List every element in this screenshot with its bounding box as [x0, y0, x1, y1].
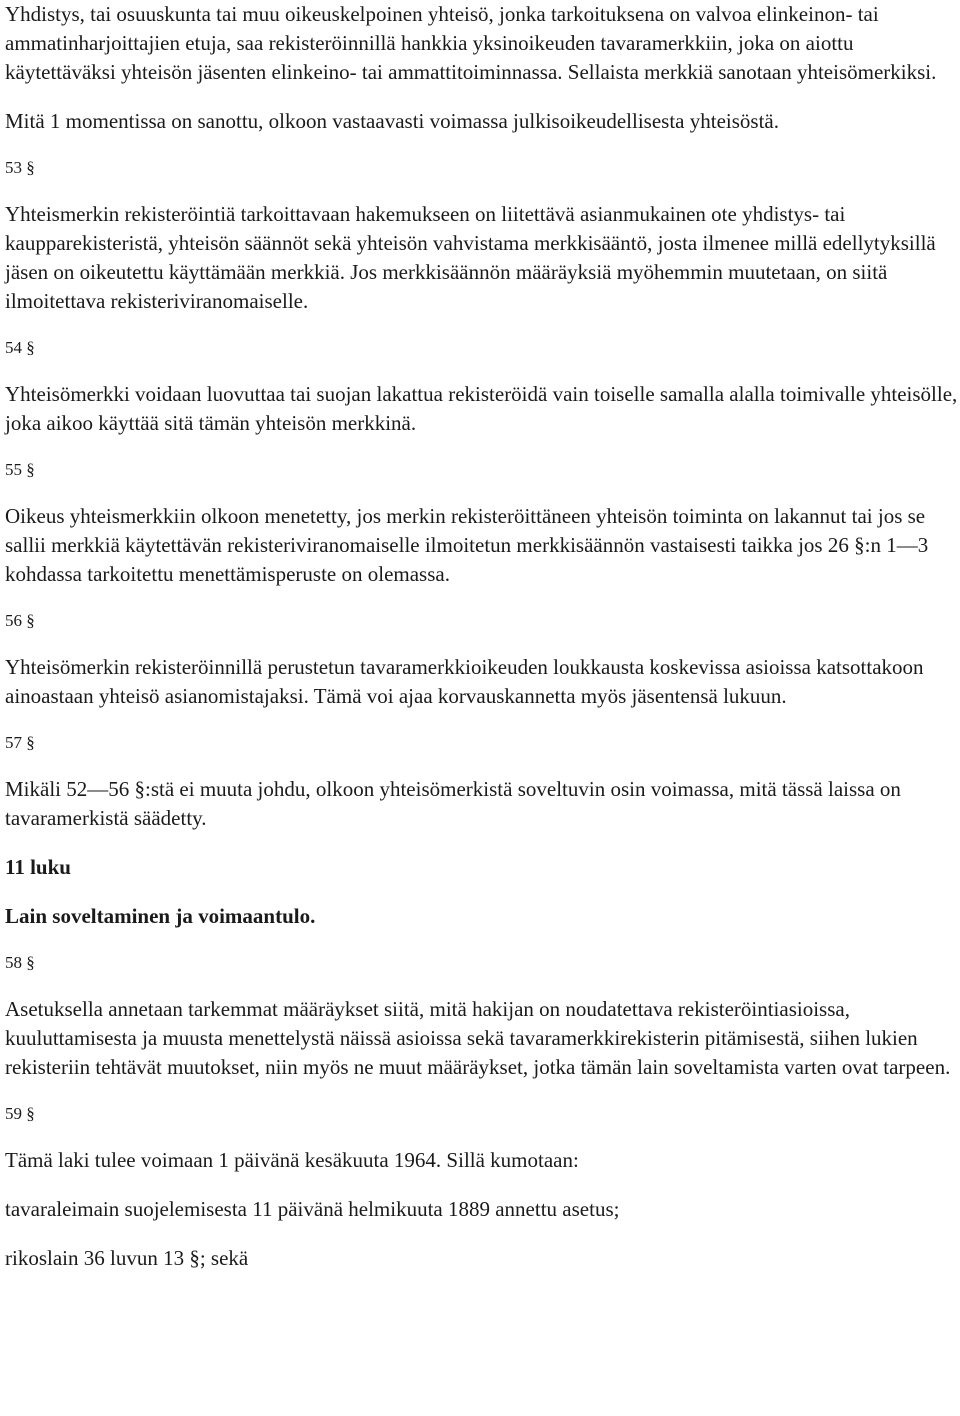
section-text-56: Yhteisömerkin rekisteröinnillä perustetun tavaramerkkioikeuden loukkausta koskevissa asioissa katsottakoon ainoastaan yhteisö asianomistajaksi. Tämä voi ajaa korvauskannetta myös jäsentensä lukuun. [5, 655, 924, 708]
repealed-item-1: tavaraleimain suojelemisesta 11 päivänä helmikuuta 1889 annettu asetus; [5, 1197, 620, 1221]
intro-paragraph-1: Yhdistys, tai osuuskunta tai muu oikeuskelpoinen yhteisö, jonka tarkoituksena on valvoa elinkeinon- tai ammatinharjoittajien etuja, saa rekisteröinnillä hankkia yksinoikeuden tavaramerkkiin, joka on aiottu käytettäväksi yhteisön jäsenten elinkeino- tai ammattitoiminnassa. Sellaista merkkiä sanotaan yhteisömerkiksi. [5, 2, 937, 84]
section-number-58: 58 § [5, 953, 35, 972]
section-text-54: Yhteisömerkki voidaan luovuttaa tai suojan lakattua rekisteröidä vain toiselle samalla alalla toimivalle yhteisölle, joka aikoo käyttää sitä tämän yhteisön merkkinä. [5, 382, 958, 435]
section-text-57: Mikäli 52—56 §:stä ei muuta johdu, olkoon yhteisömerkistä soveltuvin osin voimassa, mitä tässä laissa on tavaramerkistä säädetty. [5, 777, 901, 830]
section-text-53: Yhteismerkin rekisteröintiä tarkoittavaan hakemukseen on liitettävä asianmukainen ote yhdistys- tai kaupparekisteristä, yhteisön säännöt sekä yhteisön vahvistama merkkisääntö, josta ilmenee millä edellytyksillä jäsen on oikeutettu käyttämään merkkiä. Jos merkkisäännön määräyksiä myöhemmin muutetaan, on siitä ilmoitettava rekisteriviranomaiselle. [5, 202, 936, 313]
section-number-54: 54 § [5, 338, 35, 357]
intro-paragraph-2: Mitä 1 momentissa on sanottu, olkoon vastaavasti voimassa julkisoikeudellisesta yhteisöstä. [5, 109, 779, 133]
section-number-55: 55 § [5, 460, 35, 479]
section-text-58: Asetuksella annetaan tarkemmat määräykset siitä, mitä hakijan on noudatettava rekisteröintiasioissa, kuuluttamisesta ja muusta menettelystä näissä asioissa sekä tavaramerkkirekisterin pitämisestä, siihen lukien rekisteriin tehtävät muutokset, niin myös ne muut määräykset, jotka tämän lain soveltamista varten ovat tarpeen. [5, 997, 951, 1079]
section-number-59: 59 § [5, 1104, 35, 1123]
repealed-item-2: rikoslain 36 luvun 13 §; sekä [5, 1246, 249, 1270]
section-text-55: Oikeus yhteismerkkiin olkoon menetetty, jos merkin rekisteröittäneen yhteisön toiminta on lakannut tai jos se sallii merkkiä käytettävän rekisteriviranomaiselle ilmoitetun merkkisäännön vastaisesti taikka jos 26 §:n 1—3 kohdassa tarkoitettu menettämisperuste on olemassa. [5, 504, 929, 586]
section-number-57: 57 § [5, 733, 35, 752]
section-text-59: Tämä laki tulee voimaan 1 päivänä kesäkuuta 1964. Sillä kumotaan: [5, 1148, 579, 1172]
section-number-56: 56 § [5, 611, 35, 630]
section-number-53: 53 § [5, 158, 35, 177]
chapter-title: Lain soveltaminen ja voimaantulo. [5, 904, 316, 928]
chapter-number: 11 luku [5, 855, 71, 879]
